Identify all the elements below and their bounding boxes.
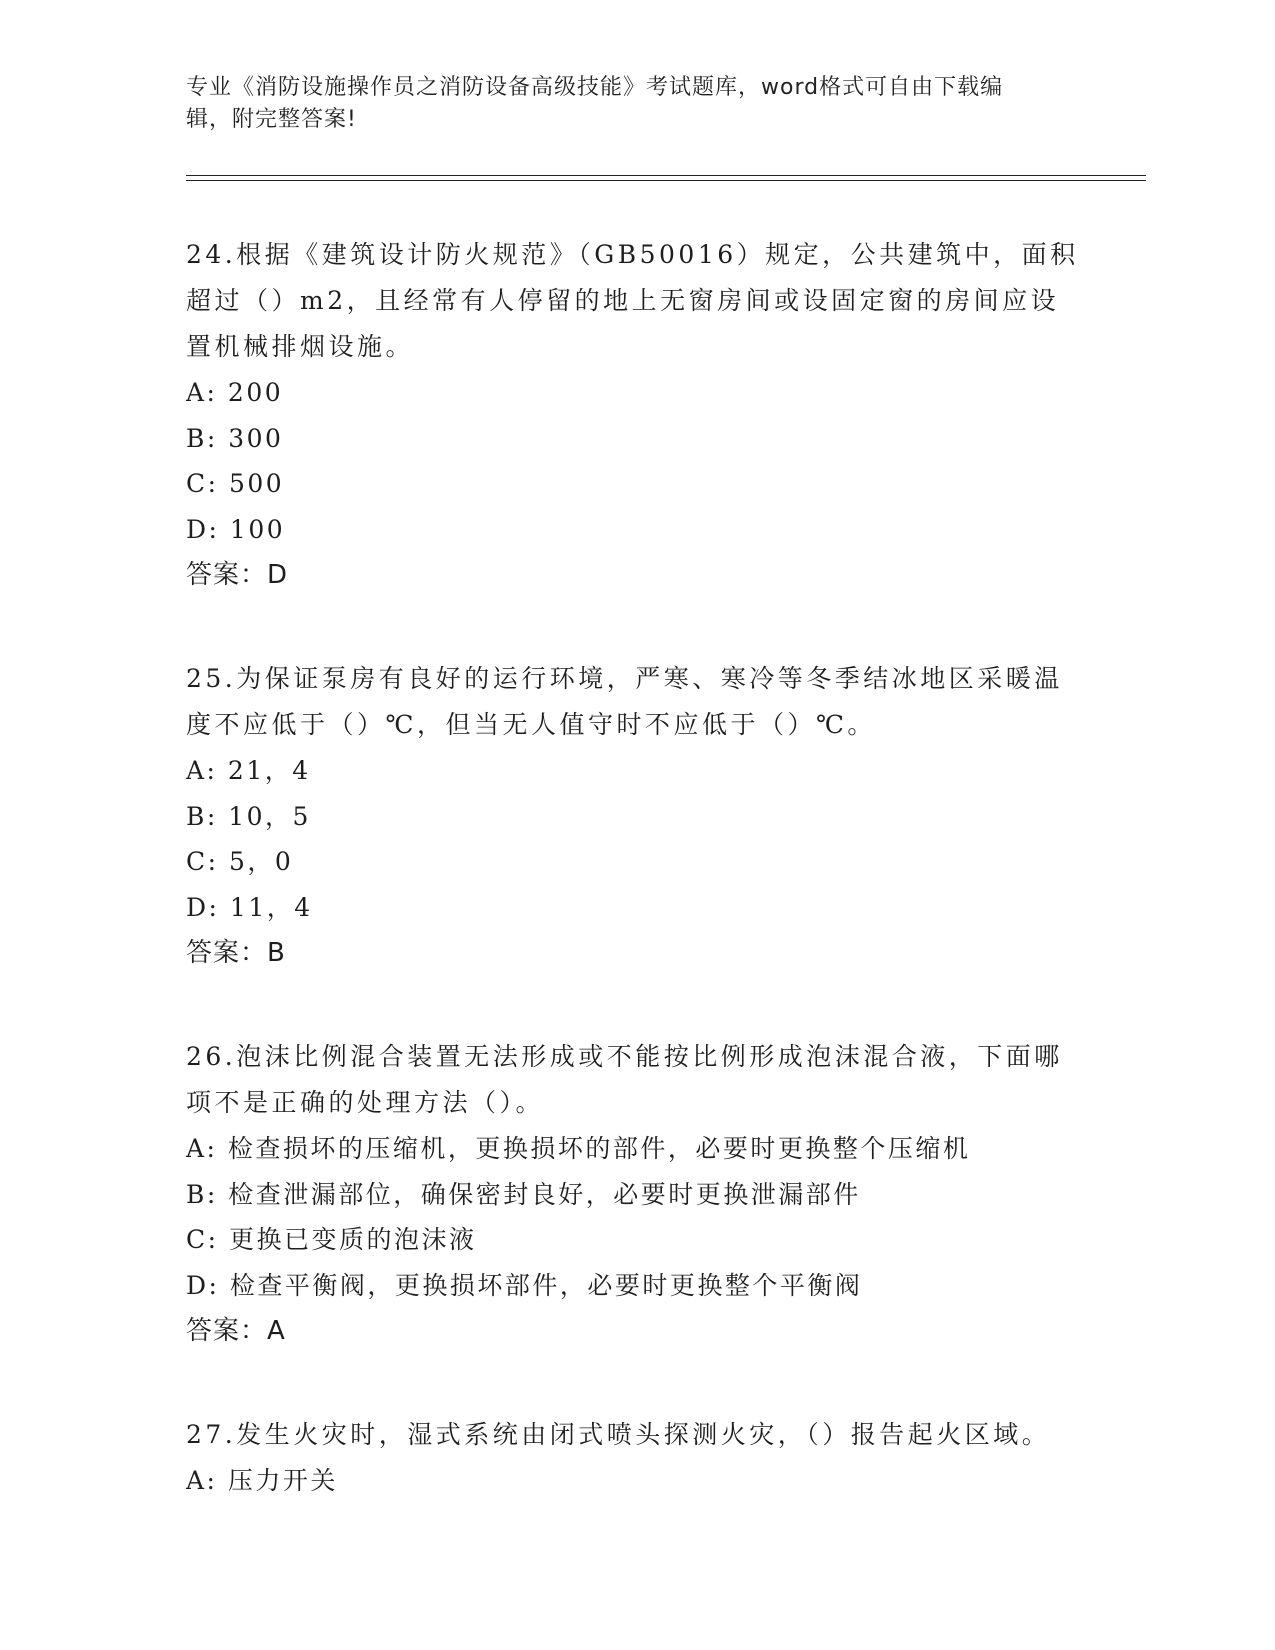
question-26 bbox=[186, 1034, 1086, 1354]
question-27 bbox=[186, 1412, 1086, 1504]
option-c: C: 更换已变质的泡沫液 bbox=[186, 1225, 477, 1254]
question-stem-line: 置机械排烟设施。 bbox=[186, 332, 415, 361]
question-stem-line: 项不是正确的处理方法（）。 bbox=[186, 1088, 545, 1117]
answer: 答案：D bbox=[186, 560, 289, 590]
option-d: D: 100 bbox=[186, 514, 286, 544]
header-divider-bottom bbox=[186, 180, 1146, 181]
answer: 答案：A bbox=[186, 1316, 286, 1346]
header-line-2: 辑，附完整答案! bbox=[186, 107, 357, 132]
option-d: D: 检查平衡阀，更换损坏部件，必要时更换整个平衡阀 bbox=[186, 1270, 863, 1300]
document-header bbox=[186, 72, 1066, 136]
option-b: B: 10，5 bbox=[186, 801, 311, 831]
question-stem-line: 超过（）m2，且经常有人停留的地上无窗房间或设固定窗的房间应设 bbox=[186, 286, 1060, 315]
option-c: C: 500 bbox=[186, 469, 285, 498]
option-b: B: 检查泄漏部位，确保密封良好，必要时更换泄漏部件 bbox=[186, 1179, 861, 1209]
question-stem-line: 度不应低于（）℃，但当无人值守时不应低于（）℃。 bbox=[186, 710, 876, 739]
option-d: D: 11，4 bbox=[186, 892, 313, 922]
option-a: A: 21，4 bbox=[186, 756, 311, 785]
question-stem-line: 24.根据《建筑设计防火规范》（GB50016）规定，公共建筑中，面积 bbox=[186, 240, 1079, 269]
question-stem-line: 26.泡沫比例混合装置无法形成或不能按比例形成泡沫混合液，下面哪 bbox=[186, 1042, 1063, 1071]
option-b: B: 300 bbox=[186, 423, 284, 453]
question-stem-line: 25.为保证泵房有良好的运行环境，严寒、寒冷等冬季结冰地区采暖温 bbox=[186, 664, 1063, 693]
question-list bbox=[186, 232, 1086, 1562]
answer: 答案：B bbox=[186, 938, 286, 968]
question-stem-line: 27.发生火灾时，湿式系统由闭式喷头探测火灾，（）报告起火区域。 bbox=[186, 1420, 1051, 1449]
option-a: A: 200 bbox=[186, 378, 284, 407]
question-25 bbox=[186, 656, 1086, 976]
header-line-1: 专业《消防设施操作员之消防设备高级技能》考试题库，word格式可自由下载编 bbox=[186, 75, 1004, 100]
option-a: A: 压力开关 bbox=[186, 1466, 338, 1495]
question-24 bbox=[186, 232, 1086, 598]
header-divider-top bbox=[186, 175, 1146, 176]
option-a: A: 检查损坏的压缩机，更换损坏的部件，必要时更换整个压缩机 bbox=[186, 1134, 971, 1163]
option-c: C: 5，0 bbox=[186, 847, 294, 876]
